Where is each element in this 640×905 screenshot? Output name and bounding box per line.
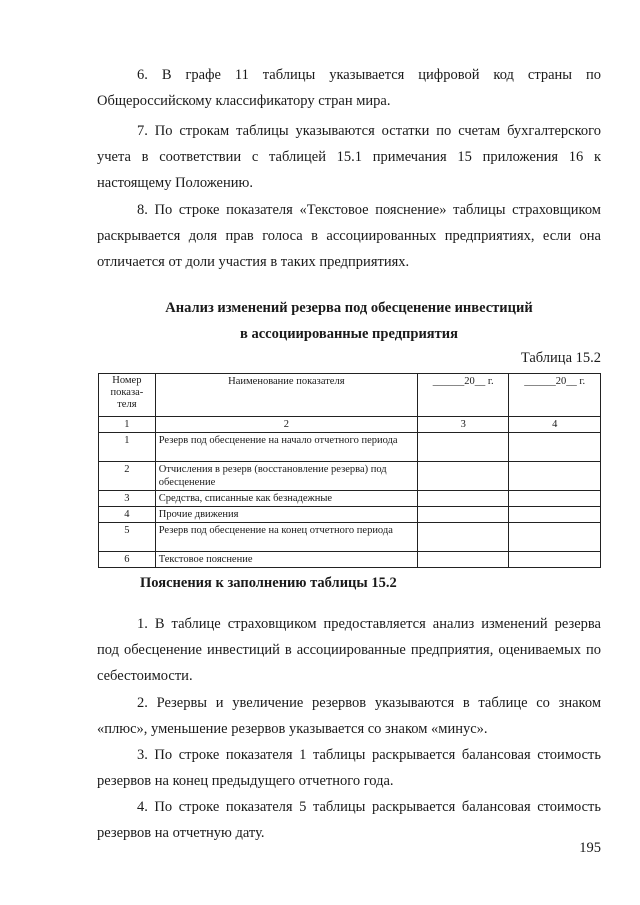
row-name: Резерв под обесценение на начало отчетного периода: [155, 433, 417, 462]
header-period-1: ______20__ г.: [417, 374, 509, 417]
row-name: Резерв под обесценение на конец отчетного периода: [155, 523, 417, 552]
col-number: 3: [417, 417, 509, 433]
row-number: 3: [99, 491, 156, 507]
row-name: Текстовое пояснение: [155, 552, 417, 568]
table-row: [99, 491, 601, 507]
column-number-row: [99, 417, 601, 433]
table-row: [99, 552, 601, 568]
header-period-2: ______20__ г.: [509, 374, 601, 417]
table-row: [99, 433, 601, 462]
row-value-1: [417, 433, 509, 462]
reserve-analysis-table: [98, 373, 601, 568]
table-caption: Таблица 15.2: [520, 350, 601, 366]
row-value-1: [417, 523, 509, 552]
paragraph-6: 6. В графе 11 таблицы указывается цифровой код страны по Общероссийскому классификатору стран мира.: [97, 67, 601, 109]
row-value-2: [509, 552, 601, 568]
row-name: Прочие движения: [155, 507, 417, 523]
table-row: [99, 462, 601, 491]
col-number: 4: [509, 417, 601, 433]
row-name: Средства, списанные как безнадежные: [155, 491, 417, 507]
row-number: 4: [99, 507, 156, 523]
row-value-2: [509, 462, 601, 491]
explanation-1: 1. В таблице страховщиком предоставляется анализ изменений резерва под обесценение инвестиций в ассоциированные предприятия, оцениваемых по себестоимости.: [97, 616, 601, 684]
row-number: 1: [99, 433, 156, 462]
row-number: 2: [99, 462, 156, 491]
row-value-1: [417, 462, 509, 491]
row-value-2: [509, 491, 601, 507]
paragraph-7: 7. По строкам таблицы указываются остатки по счетам бухгалтерского учета в соответствии с таблицей 15.1 примечания 15 приложения 16 к настоящему Положению.: [97, 123, 601, 191]
row-name: Отчисления в резерв (восстановление резерва) под обесценение: [155, 462, 417, 491]
table-row: [99, 507, 601, 523]
explanation-2: 2. Резервы и увеличение резервов указываются в таблице со знаком «плюс», уменьшение резервов указывается со знаком «минус».: [97, 695, 601, 737]
section-title-line-2: в ассоциированные предприятия: [240, 326, 458, 342]
header-name: Наименование показателя: [155, 374, 417, 417]
row-value-1: [417, 491, 509, 507]
page-number: 195: [579, 840, 601, 856]
row-value-1: [417, 507, 509, 523]
row-value-1: [417, 552, 509, 568]
explanations-title: Пояснения к заполнению таблицы 15.2: [140, 575, 397, 591]
explanation-4: 4. По строке показателя 5 таблицы раскрывается балансовая стоимость резервов на отчетную дату.: [97, 799, 601, 841]
table-header-row: [99, 374, 601, 417]
header-number: Номер показа-теля: [99, 374, 156, 417]
row-number: 6: [99, 552, 156, 568]
row-value-2: [509, 523, 601, 552]
row-value-2: [509, 433, 601, 462]
col-number: 1: [99, 417, 156, 433]
col-number: 2: [155, 417, 417, 433]
row-value-2: [509, 507, 601, 523]
table-row: [99, 523, 601, 552]
row-number: 5: [99, 523, 156, 552]
section-title-line-1: Анализ изменений резерва под обесценение инвестиций: [165, 300, 533, 316]
explanation-3: 3. По строке показателя 1 таблицы раскрывается балансовая стоимость резервов на конец предыдущего отчетного года.: [97, 747, 601, 789]
paragraph-8: 8. По строке показателя «Текстовое пояснение» таблицы страховщиком раскрывается доля прав голоса в ассоциированных предприятиях, если она отличается от доли участия в таких предприятиях.: [97, 202, 601, 270]
